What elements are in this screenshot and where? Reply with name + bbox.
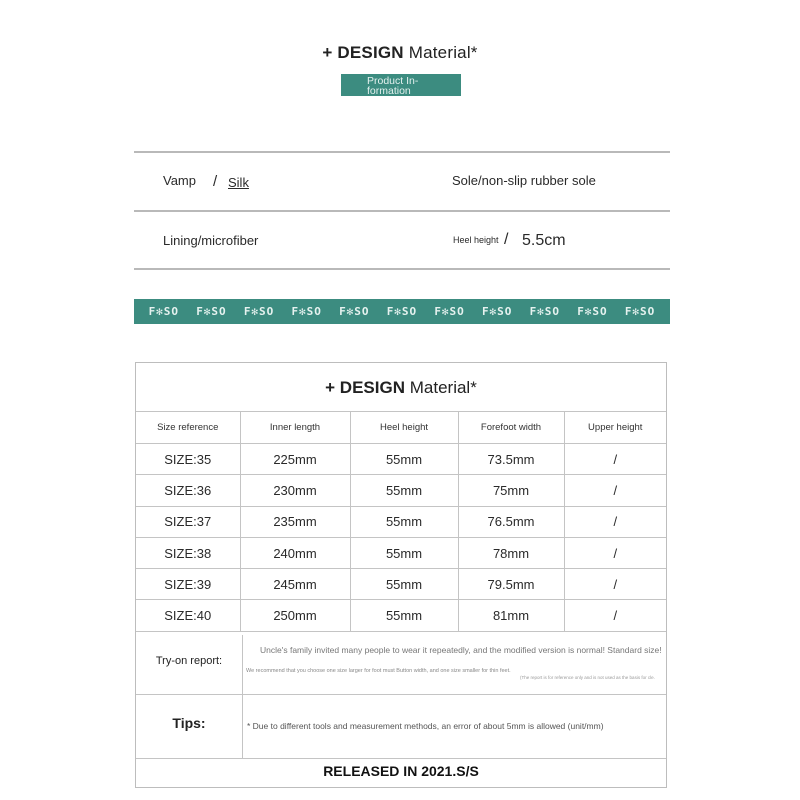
table-cell: 79.5mm: [458, 569, 564, 600]
table-cell: 225mm: [240, 444, 350, 475]
title-suffix: Material*: [409, 378, 477, 397]
divider: [134, 210, 670, 212]
brand-logo: F✻SO: [291, 305, 322, 318]
column-header: Forefoot width: [458, 412, 564, 444]
table-cell: /: [564, 600, 666, 631]
vamp-value: Silk: [228, 175, 249, 190]
try-on-report-row: [136, 635, 666, 695]
product-information-badge: Product In- formation: [341, 74, 461, 96]
vamp-separator: /: [213, 173, 218, 190]
table-header-row: [136, 412, 666, 444]
table-cell: 250mm: [240, 600, 350, 631]
brand-banner: [134, 299, 670, 324]
tips-row: [136, 695, 666, 759]
lining-info: Lining/microfiber: [163, 233, 259, 248]
table-cell: 55mm: [350, 475, 458, 506]
brand-logo: F✻SO: [339, 305, 370, 318]
table-cell: 245mm: [240, 569, 350, 600]
brand-logo: F✻SO: [577, 305, 608, 318]
table-cell: SIZE:37: [136, 506, 240, 537]
try-on-report-text: Uncle's family invited many people to wear it repeatedly, and the modified version is normal! Standard size!: [260, 645, 662, 655]
release-footer: RELEASED IN 2021.S/S: [323, 763, 479, 779]
title-prefix: + DESIGN: [325, 378, 405, 397]
table-cell: 75mm: [458, 475, 564, 506]
size-chart-title: [136, 378, 666, 398]
table-cell: 55mm: [350, 537, 458, 568]
divider: [134, 268, 670, 270]
table-cell: 76.5mm: [458, 506, 564, 537]
table-cell: /: [564, 537, 666, 568]
heel-height-value: 5.5cm: [522, 232, 566, 249]
table-cell: SIZE:35: [136, 444, 240, 475]
brand-logo: F✻SO: [243, 305, 275, 318]
table-cell: SIZE:38: [136, 537, 240, 568]
table-cell: 55mm: [350, 569, 458, 600]
table-cell: SIZE:39: [136, 569, 240, 600]
vamp-label: Vamp: [163, 173, 196, 188]
column-header: Upper height: [564, 412, 666, 444]
sole-info: Sole/non-slip rubber sole: [452, 173, 596, 188]
table-cell: 73.5mm: [458, 444, 564, 475]
tips-text: * Due to different tools and measurement methods, an error of about 5mm is allowed (unit/mm): [247, 721, 604, 731]
column-divider: [242, 635, 243, 694]
table-row: [136, 444, 666, 475]
table-cell: SIZE:40: [136, 600, 240, 631]
table-cell: /: [564, 444, 666, 475]
brand-logo: F✻SO: [196, 305, 227, 318]
table-cell: 55mm: [350, 506, 458, 537]
tips-label: Tips:: [172, 715, 206, 731]
heel-height-label: Heel height: [453, 235, 499, 245]
brand-logo: F✻SO: [148, 305, 180, 318]
table-cell: 81mm: [458, 600, 564, 631]
table-cell: 235mm: [240, 506, 350, 537]
try-on-recommendation: We recommend that you choose one size larger for foot must Button width, and one size smaller for thin feet.: [246, 668, 511, 674]
table-cell: 240mm: [240, 537, 350, 568]
page-title: [0, 43, 800, 63]
try-on-report-label: Try-on report:: [155, 655, 223, 667]
divider: [134, 151, 670, 153]
table-cell: 55mm: [350, 600, 458, 631]
table-row: [136, 600, 666, 631]
table-cell: /: [564, 569, 666, 600]
table-cell: 55mm: [350, 444, 458, 475]
table-cell: 78mm: [458, 537, 564, 568]
size-table: [136, 411, 666, 632]
size-chart: [135, 362, 667, 788]
brand-logo: F✻SO: [624, 305, 656, 318]
table-row: [136, 569, 666, 600]
table-row: [136, 506, 666, 537]
brand-logo: F✻SO: [529, 305, 561, 318]
brand-logo: F✻SO: [434, 305, 465, 318]
table-row: [136, 475, 666, 506]
brand-logo: F✻SO: [481, 305, 513, 318]
title-suffix: Material*: [408, 43, 478, 62]
title-prefix: + DESIGN: [322, 43, 404, 62]
table-cell: 230mm: [240, 475, 350, 506]
table-row: [136, 537, 666, 568]
brand-logo: F✻SO: [386, 305, 418, 318]
column-header: Heel height: [350, 412, 458, 444]
column-header: Inner length: [240, 412, 350, 444]
table-cell: SIZE:36: [136, 475, 240, 506]
table-cell: /: [564, 506, 666, 537]
try-on-note: (The report is for reference only and is not used as the basis for cle.: [520, 675, 655, 680]
heel-separator: /: [504, 231, 509, 248]
column-divider: [242, 695, 243, 758]
column-header: Size reference: [136, 412, 240, 444]
table-cell: /: [564, 475, 666, 506]
